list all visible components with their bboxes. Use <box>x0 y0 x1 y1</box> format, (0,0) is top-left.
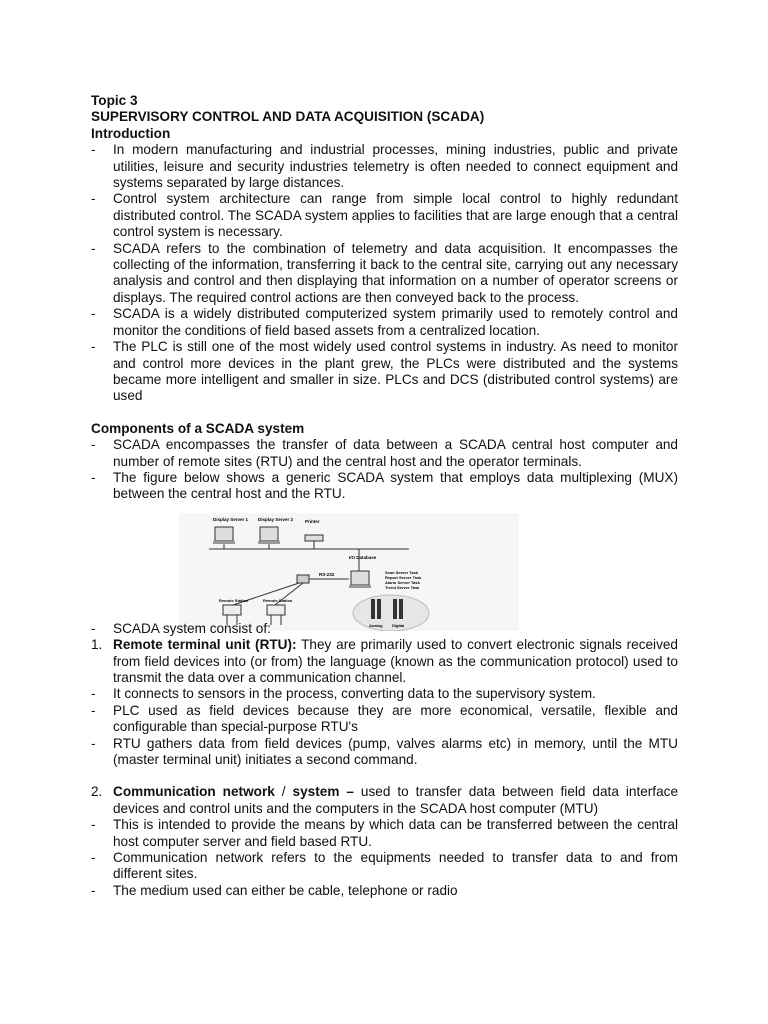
topic-label: Topic 3 <box>91 93 138 108</box>
list-item: - SCADA system consist of: <box>91 621 678 637</box>
list-item: - This is intended to provide the means by which data can be transferred between the central host computer server and field based RTU. <box>91 817 678 850</box>
components-heading: Components of a SCADA system <box>91 420 305 436</box>
database-server-icon <box>349 571 371 588</box>
rtu-list <box>91 686 678 768</box>
task-label-4: Trend Server Task <box>385 584 420 590</box>
list-item: - It connects to sensors in the process, converting data to the supervisory system. <box>91 686 678 702</box>
task-label-3: Alarm Server Task <box>385 579 420 585</box>
io-label-analog: Analog <box>369 622 383 628</box>
item-title: Communication network <box>113 784 275 800</box>
task-label-1: Scan Server Task <box>385 569 419 575</box>
item-number: 1. <box>91 637 103 653</box>
intro-heading: Introduction <box>91 125 171 141</box>
item-title-2: system – <box>292 784 354 800</box>
io-label-digital: Digital <box>392 622 405 628</box>
components-list <box>91 437 678 503</box>
display-server-2-label: Display Server 2 <box>258 516 294 522</box>
scada-diagram <box>201 513 531 628</box>
display-server-1-label: Display Server 1 <box>213 516 249 522</box>
item-number: 2. <box>91 784 103 800</box>
list-item: - SCADA refers to the combination of telemetry and data acquisition. It encompasses the collecting of the information, transferring it back to the central site, carrying out any necessary analysis and control and then displaying that information on a number of operator screens or displays. The required control actions are then conveyed back to the process. <box>91 241 678 307</box>
item-text: used to transfer data between field data interface devices and control units and the computers in the SCADA host computer (MTU) <box>113 784 678 816</box>
list-item: - PLC used as field devices because they are more economical, versatile, flexible and configurable than special-purpose RTU's <box>91 703 678 736</box>
rtu-2-label: Remote Station <box>263 597 293 603</box>
network-list <box>91 817 678 899</box>
document-title: SUPERVISORY CONTROL AND DATA ACQUISITION (SCADA) <box>91 109 485 125</box>
list-item: - RTU gathers data from field devices (pump, valves alarms etc) in memory, until the MTU (master terminal unit) initiates a second command. <box>91 736 678 769</box>
list-item: - The PLC is still one of the most widely used control systems in industry. As need to monitor and control more devices in the plant grew, the PLCs were distributed and the systems became more intelligent and smaller in size. PLCs and DCS (distributed control systems) are used <box>91 339 678 405</box>
numbered-item-1 <box>91 637 678 686</box>
item-title: Remote terminal unit (RTU): <box>113 637 297 653</box>
list-item: - In modern manufacturing and industrial processes, mining industries, public and private utilities, leisure and security industries telemetry is often needed to connect equipment and systems separated by large distances. <box>91 142 678 191</box>
rs232-label: RS-232 <box>319 571 335 577</box>
document-page <box>91 93 678 899</box>
list-item: - SCADA encompasses the transfer of data between a SCADA central host computer and number of remote sites (RTU) and the central host and the operator terminals. <box>91 437 678 470</box>
list-item: - SCADA is a widely distributed computerized system primarily used to remotely control and monitor the conditions of field based assets from a centralized location. <box>91 306 678 339</box>
list-item: - Communication network refers to the equipments needed to transfer data to and from different sites. <box>91 850 678 883</box>
numbered-item-2 <box>91 784 678 817</box>
list-item: - Control system architecture can range from simple local control to highly redundant distributed control. The SCADA system applies to facilities that are large enough that a central control system is necessary. <box>91 191 678 240</box>
printer-label: Printer <box>305 518 320 524</box>
item-separator: / <box>274 784 293 800</box>
mux-icon <box>297 575 309 583</box>
consist-list <box>91 621 678 637</box>
task-label-2: Report Server Task <box>385 574 422 580</box>
database-label: I/O Database <box>349 554 377 560</box>
item-text: They are primarily used to convert electronic signals received from field devices into (or from) the language (known as the communication protocol) used to transmit the data over a communication channel. <box>113 637 678 685</box>
list-item: - The medium used can either be cable, telephone or radio <box>91 883 678 899</box>
intro-list <box>91 142 678 405</box>
list-item: - The figure below shows a generic SCADA system that employs data multiplexing (MUX) between the central host and the RTU. <box>91 470 678 503</box>
rtu-1-label: Remote Station <box>219 597 249 603</box>
